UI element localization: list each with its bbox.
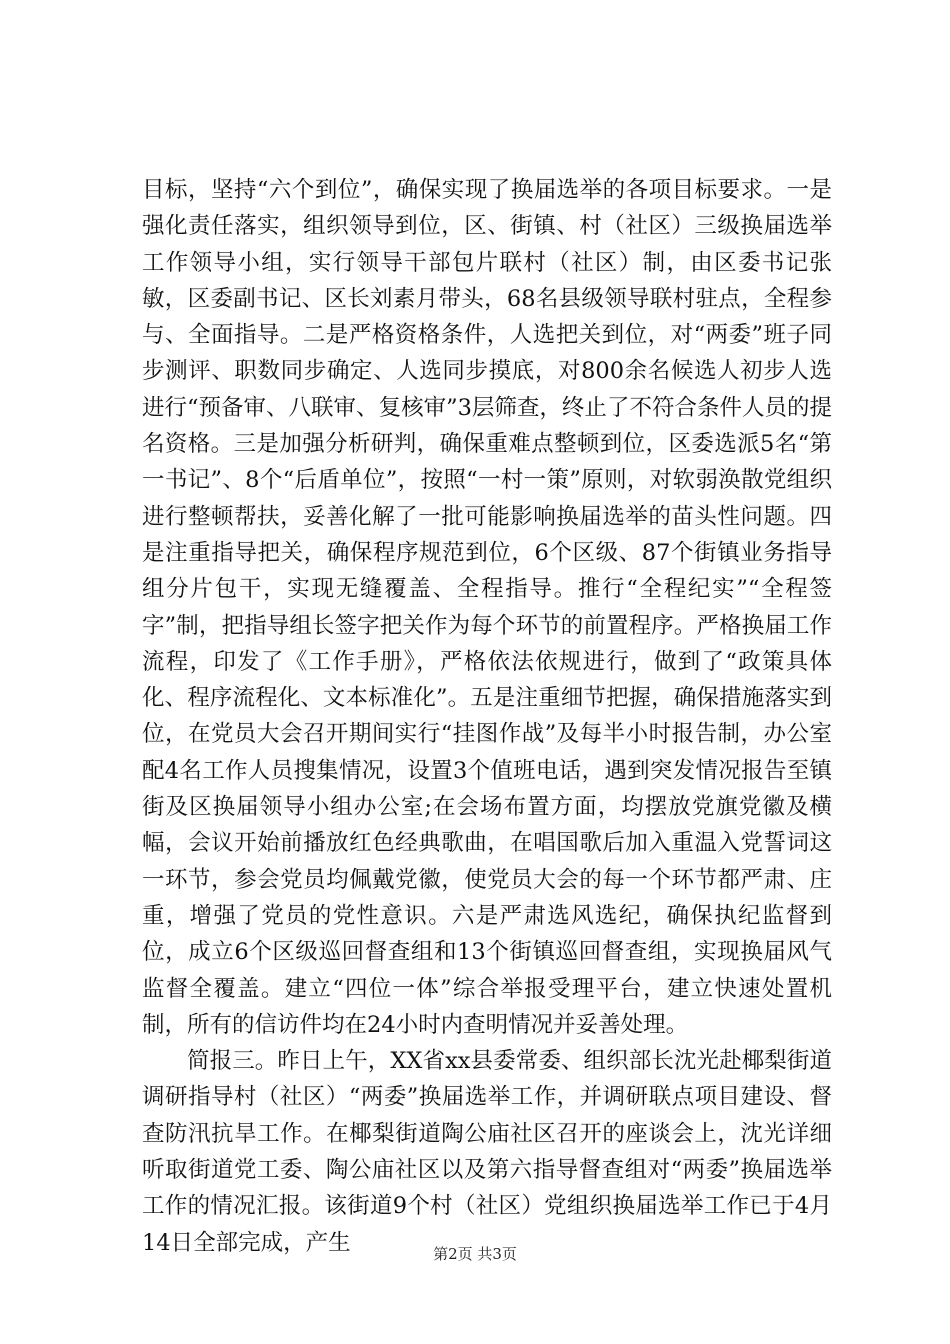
paragraph-briefing-three: 简报三。昨日上午，XX省xx县委常委、组织部长沈光赴椰梨街道调研指导村（社区）“两委”换届选举工作，并调研联点项目建设、督查防汛抗旱工作。在椰梨街道陶公庙社区召开的座谈会上，沈光详细听取街道党工委、陶公庙社区以及第六指导督查组对“两委”换届选举工作的情况汇报。该街道9个村（社区）党组织换届选举工作已于4月14日全部完成，产生 — [142, 1048, 832, 1256]
page-footer: 第2页 共3页 — [433, 1245, 517, 1263]
paragraph-continued: 目标，坚持“六个到位”，确保实现了换届选举的各项目标要求。一是强化责任落实，组织领导到位，区、街镇、村（社区）三级换届选举工作领导小组，实行领导干部包片联村（社区）制，由区委书记张敏，区委副书记、区长刘素月带头，68名县级领导联村驻点，全程参与、全面指导。二是严格资格条件，人选把关到位，对“两委”班子同步测评、职数同步确定、人选同步摸底，对800余名候选人初步人选进行“预备审、八联审、复核审”3层筛查，终止了不符合条件人员的提名资格。三是加强分析研判，确保重难点整顿到位，区委选派5名“第一书记”、8个“后盾单位”，按照“一村一策”原则，对软弱涣散党组织进行整顿帮扶，妥善化解了一批可能影响换届选举的苗头性问题。四是注重指导把关，确保程序规范到位，6个区级、87个街镇业务指导组分片包干，实现无缝覆盖、全程指导。推行“全程纪实”“全程签字”制，把指导组长签字把关作为每个环节的前置程序。严格换届工作流程，印发了《工作手册》，严格依法依规进行，做到了“政策具体化、程序流程化、文本标准化”。五是注重细节把握，确保措施落实到位，在党员大会召开期间实行“挂图作战”及每半小时报告制，办公室配4名工作人员搜集情况，设置3个值班电话，遇到突发情况报告至镇街及区换届领导小组办公室;在会场布置方面，均摆放党旗党徽及横幅，会议开始前播放红色经典歌曲，在唱国歌后加入重温入党誓词这一环节，参会党员均佩戴党徽，使党员大会的每一个环节都严肃、庄重，增强了党员的党性意识。六是严肃选风选纪，确保执纪监督到位，成立6个区级巡回督查组和13个街镇巡回督查组，实现换届风气监督全覆盖。建立“四位一体”综合举报受理平台，建立快速处置机制，所有的信访件均在24小时内查明情况并妥善处理。 — [142, 177, 832, 1038]
document-body — [142, 172, 832, 1261]
